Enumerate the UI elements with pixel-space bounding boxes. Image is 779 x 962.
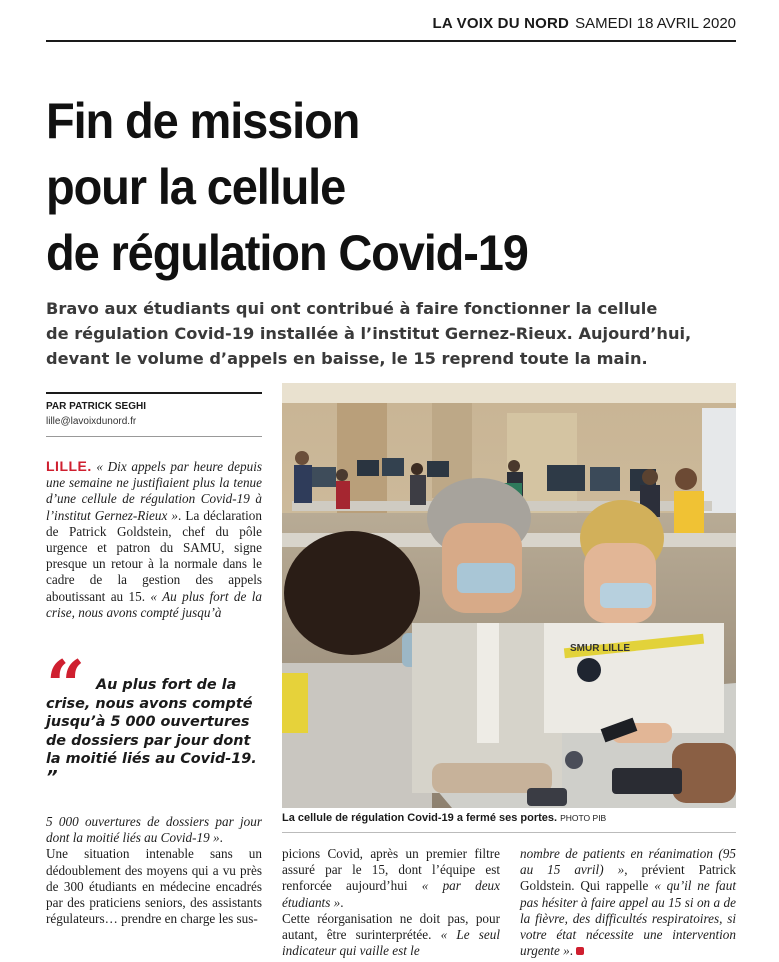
headline-line-2: pour la cellule [46, 159, 346, 215]
standfirst-line-1: Bravo aux étudiants qui ont contribué à faire fonctionner la cellule [46, 299, 658, 318]
caption-text: La cellule de régulation Covid-19 a fermé ses portes. [282, 812, 558, 824]
article-column-2 [282, 846, 500, 959]
photo-caption [282, 812, 736, 824]
photo-credit: PHOTO PIB [560, 813, 607, 823]
newspaper-name: LA VOIX DU NORD [432, 14, 570, 32]
headline-line-3: de régulation Covid-19 [46, 225, 528, 281]
article-column-1-top [46, 458, 262, 621]
page-header [46, 8, 736, 38]
quote-text: « Dix appels par heure depuis une semaine ne justifiaient plus la tenue d’une cellule de régulation Covid-19 à l’institut Gernez-Rieux » [46, 459, 262, 523]
paragraph-text: , prévient Patrick Goldstein. Qui rappelle [520, 862, 736, 894]
article-column-3 [520, 846, 736, 959]
close-quote-icon: ” [46, 766, 58, 788]
vest-label: SMUR LILLE [570, 643, 630, 654]
call-center-photo [282, 383, 736, 808]
quote-continuation: 5 000 ouvertures de dossiers par jour dont la moitié liés au Covid-19 » [46, 814, 262, 846]
paragraph-text: . La déclaration de Patrick Goldstein, chef du pôle urgence et patron du SAMU, signe presque un retour à la normale dans le cadre de la gestion des appels aboutissant au 15. [46, 507, 262, 604]
punctuation: . [569, 943, 573, 959]
headline-line-1: Fin de mission [46, 93, 360, 149]
caption-rule [282, 832, 736, 833]
byline-rule [46, 392, 262, 394]
dateline-city: LILLE. [46, 458, 92, 474]
standfirst-line-2: de régulation Covid-19 installée à l’institut Gernez-Rieux. Aujourd’hui, [46, 324, 692, 343]
quote-text-2: « Au plus fort de la crise, nous avons compté jusqu’à [46, 588, 262, 620]
paragraph-text: Une situation intenable sans un dédoublement des moyens qui a vu près de 300 étudiants en médecine encadrés par des praticiens seniors, des assistants régulateurs… prendre en charge les sus- [46, 846, 262, 927]
news-photo [282, 383, 736, 808]
end-of-article-icon [576, 947, 584, 955]
pull-quote [46, 676, 262, 789]
quote-text-2: « Le seul indicateur qui vaille est le [282, 927, 500, 959]
standfirst-line-3: devant le volume d’appels en baisse, le 15 reprend toute la main. [46, 349, 648, 368]
punctuation: . [340, 894, 344, 910]
byline-divider [46, 436, 262, 437]
article-column-1-bottom [46, 814, 262, 927]
quote-mark-icon: “ [46, 646, 86, 726]
quote-text: nombre de patients en réanimation (95 au 15 avril) » [520, 846, 736, 878]
standfirst [46, 296, 736, 371]
headline [46, 88, 695, 286]
header-rule [46, 40, 736, 42]
quote-text-2: « qu’il ne faut pas hésiter à faire appel au 15 si on a de la fièvre, des difficultés respiratoires, si votre état nécessite une intervention urgente » [520, 878, 737, 959]
paragraph-text-2: Cette réorganisation ne doit pas, pour autant, être surinterprétée. [282, 910, 500, 943]
pull-quote-text: Au plus fort de la crise, nous avons compté jusqu’à 5 000 ouvertures de dossiers par jour dont la moitié liés au Covid-19. [46, 677, 257, 768]
byline-email: lille@lavoixdunord.fr [46, 416, 137, 427]
punctuation: . [219, 830, 223, 846]
quote-text: « par deux étudiants » [282, 878, 500, 910]
issue-date: SAMEDI 18 AVRIL 2020 [575, 14, 736, 32]
byline-author: PAR PATRICK SEGHI [46, 401, 147, 412]
paragraph-text: picions Covid, après un premier filtre assuré par le 15, dont l’équipe est renforcée aujourd’hui [282, 846, 500, 894]
